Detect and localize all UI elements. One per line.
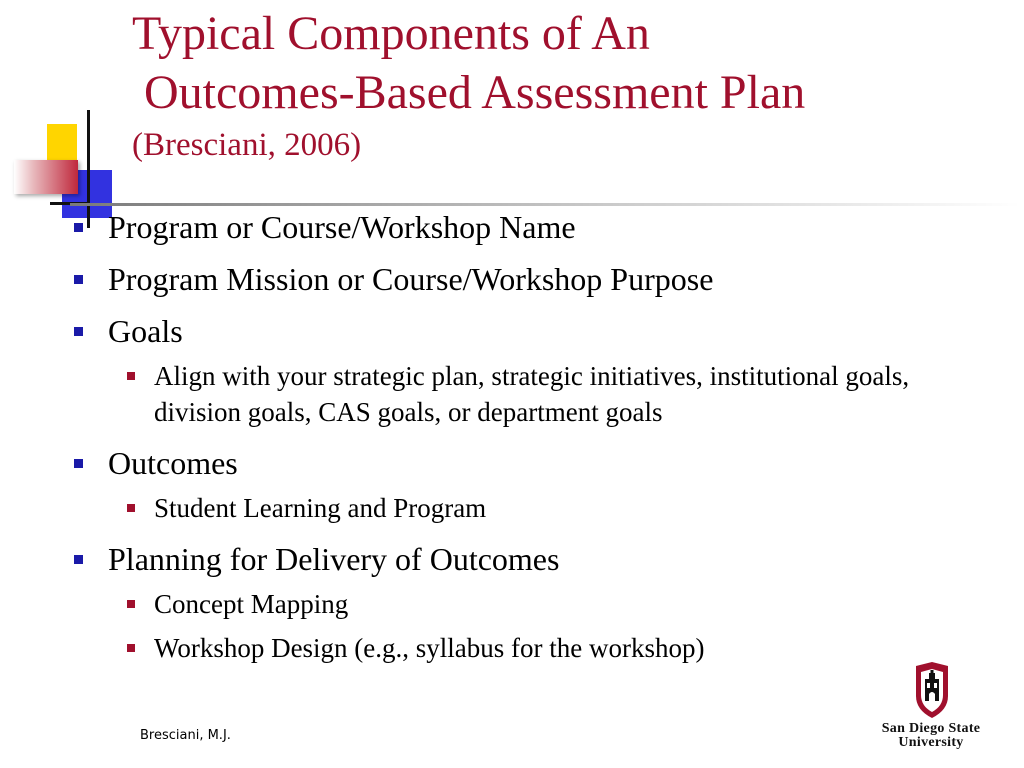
list-item-text: Program or Course/Workshop Name (108, 209, 576, 245)
sub-list-item (70, 490, 1000, 526)
sub-list-item-text: Workshop Design (e.g., syllabus for the workshop) (154, 633, 705, 663)
sub-list-item (70, 358, 1000, 430)
list-item (70, 208, 1000, 246)
decorative-red-bar (14, 160, 78, 194)
logo-wordmark (866, 722, 996, 750)
list-item (70, 444, 1000, 482)
slide-title (132, 4, 1012, 168)
square-bullet-icon (74, 275, 83, 284)
list-item-text: Planning for Delivery of Outcomes (108, 541, 560, 577)
logo-line-1: San Diego State (881, 721, 981, 736)
title-citation: (Bresciani, 2006) (132, 127, 362, 163)
sub-list-item (70, 586, 1000, 622)
title-divider (70, 203, 1020, 206)
decorative-yellow-square (47, 124, 77, 162)
sdsu-logo (866, 662, 996, 754)
square-bullet-icon (74, 223, 83, 232)
sub-list-item (70, 630, 1000, 666)
sub-list-item-text: Align with your strategic plan, strategic initiatives, institutional goals, division goals, CAS goals, or department goals (154, 361, 910, 427)
square-bullet-icon (127, 600, 135, 608)
title-line-2: Outcomes-Based Assessment Plan (144, 66, 806, 119)
list-item (70, 260, 1000, 298)
square-bullet-icon (74, 459, 83, 468)
university-seal-icon (912, 662, 952, 718)
square-bullet-icon (74, 327, 83, 336)
sub-list-item-text: Student Learning and Program (154, 493, 487, 523)
list-item-text: Goals (108, 313, 183, 349)
square-bullet-icon (127, 504, 135, 512)
logo-line-2: University (898, 735, 964, 750)
title-line-1: Typical Components of An (132, 7, 650, 60)
square-bullet-icon (127, 372, 135, 380)
list-item (70, 540, 1000, 578)
square-bullet-icon (127, 644, 135, 652)
list-item (70, 312, 1000, 350)
sub-list-item-text: Concept Mapping (154, 589, 349, 619)
bullet-list (70, 208, 1000, 666)
footer-author: Bresciani, M.J. (140, 728, 231, 743)
square-bullet-icon (74, 555, 83, 564)
list-item-text: Outcomes (108, 445, 238, 481)
list-item-text: Program Mission or Course/Workshop Purpose (108, 261, 714, 297)
